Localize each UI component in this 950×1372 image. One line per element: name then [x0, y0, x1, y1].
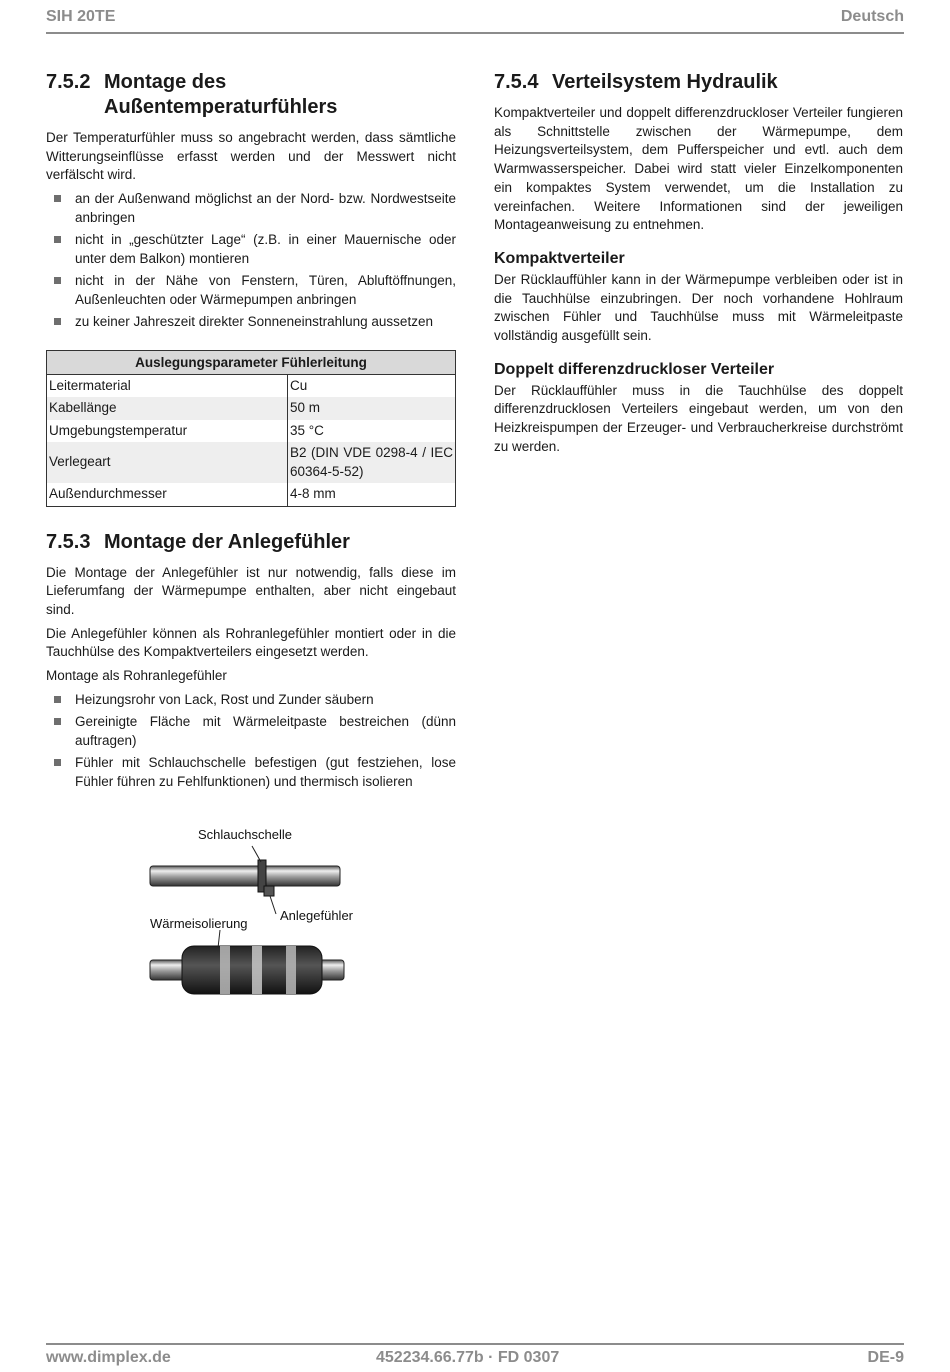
- section-title: Montage der Anlegefühler: [104, 530, 350, 553]
- right-column: [494, 70, 903, 462]
- square-bullet-icon: [54, 718, 61, 725]
- table-header: Auslegungsparameter Fühlerleitung: [47, 350, 456, 374]
- list-item: nicht in „geschützter Lage“ (z.B. in einer Mauernische oder unter dem Balkon) montieren: [46, 231, 456, 268]
- bullet-list: [46, 691, 456, 792]
- section-heading-7-5-3: [46, 530, 456, 555]
- paragraph: Der Rücklauffühler muss in die Tauchhülse des doppelt differenzdrucklosen Verteilers eingebaut werden, um von den Heizkreispumpen der Erzeuger- und Verbraucherkreise durchströmt zu werden.: [494, 382, 903, 454]
- section-heading-7-5-2: [46, 70, 456, 120]
- table-row: Kabellänge 50 m: [47, 397, 456, 420]
- list-item: Heizungsrohr von Lack, Rost und Zunder säubern: [46, 691, 456, 710]
- section-number: 7.5.2: [46, 71, 91, 93]
- label-contact-sensor: Anlegefühler: [280, 908, 353, 923]
- pipe-top: [150, 866, 340, 886]
- label-insulation: Wärmeisolierung: [150, 916, 248, 931]
- square-bullet-icon: [54, 195, 61, 202]
- table-row: Umgebungstemperatur 35 °C: [47, 420, 456, 443]
- paragraph: Montage als Rohranlegefühler: [46, 668, 227, 684]
- square-bullet-icon: [54, 696, 61, 703]
- square-bullet-icon: [54, 759, 61, 766]
- section-heading-7-5-4: [494, 70, 903, 95]
- table-row: Verlegeart B2 (DIN VDE 0298-4 / IEC 60364-5-52): [47, 442, 456, 483]
- section-number: 7.5.4: [494, 71, 539, 93]
- sensor-icon: [264, 886, 274, 896]
- square-bullet-icon: [54, 277, 61, 284]
- list-item: an der Außenwand möglichst an der Nord- bzw. Nordwestseite anbringen: [46, 190, 456, 227]
- subheading-kompaktverteiler: Kompaktverteiler: [494, 249, 625, 267]
- page-number: DE-9: [867, 1349, 904, 1366]
- document-number: 452234.66.77b · FD 0307: [376, 1349, 560, 1366]
- language-label: Deutsch: [840, 8, 904, 25]
- page-footer: [46, 1343, 904, 1372]
- table-row: Außendurchmesser 4-8 mm: [47, 483, 456, 506]
- label-hose-clamp: Schlauchschelle: [198, 827, 292, 842]
- list-item: Gereinigte Fläche mit Wärmeleitpaste bestreichen (dünn auftragen): [46, 713, 456, 750]
- product-name: SIH 20TE: [46, 8, 116, 25]
- subheading-doppelt-verteiler: Doppelt differenzdruckloser Verteiler: [494, 360, 775, 378]
- section-title: Montage des Außentemperaturfühlers: [104, 71, 338, 118]
- section-number: 7.5.3: [46, 530, 91, 553]
- paragraph: Der Rücklauffühler kann in der Wärmepumpe verbleiben oder ist in die Tauchhülse einzubringen. Der noch vorhandene Hohlraum zwischen Fühler und Tauchhülse muss mit Wärmeleitpaste vollständig ausgefüllt sein.: [494, 271, 903, 344]
- list-item: zu keiner Jahreszeit direkter Sonneneinstrahlung aussetzen: [46, 313, 456, 332]
- table-row: Leitermaterial Cu: [47, 374, 456, 397]
- paragraph: Der Temperaturfühler muss so angebracht werden, dass sämtliche Witterungseinflüsse erfasst werden und der Messwert nicht verfälscht wird.: [46, 130, 456, 183]
- section-title: Verteilsystem Hydraulik: [552, 71, 778, 93]
- paragraph: Die Anlegefühler können als Rohranlegefühler montiert oder in die Tauchhülse des Kompaktverteilers eingesetzt werden.: [46, 625, 456, 660]
- website-link[interactable]: www.dimplex.de: [46, 1349, 171, 1366]
- list-item: Fühler mit Schlauchschelle befestigen (gut festziehen, lose Fühler führen zu Fehlfunktionen) und thermisch isolieren: [46, 754, 456, 791]
- left-column: [46, 70, 456, 795]
- list-item: nicht in der Nähe von Fenstern, Türen, Abluftöffnungen, Außenleuchten oder Wärmepumpen anbringen: [46, 272, 456, 309]
- square-bullet-icon: [54, 318, 61, 325]
- square-bullet-icon: [54, 236, 61, 243]
- paragraph: Kompaktverteiler und doppelt differenzdruckloser Verteiler fungieren als Schnittstelle zwischen der Wärmepumpe, dem Heizungsverteilsystem, dem Pufferspeicher und evtl. auch dem Warmwasserspeicher. Dabei wird statt vieler Einzelkomponenten ein kompaktes System verwendet, um die Installation zu vereinfachen. Weitere Informationen sind der jeweiligen Montageanweisung zu entnehmen.: [494, 105, 903, 233]
- bullet-list: [46, 190, 456, 331]
- pipe-sensor-figure: [140, 820, 380, 1010]
- paragraph: Die Montage der Anlegefühler ist nur notwendig, falls diese im Lieferumfang der Wärmepumpe enthalten, aber nicht eingebaut sind.: [46, 564, 456, 617]
- page-header: [46, 6, 904, 34]
- sensor-cable-parameter-table: [46, 350, 456, 507]
